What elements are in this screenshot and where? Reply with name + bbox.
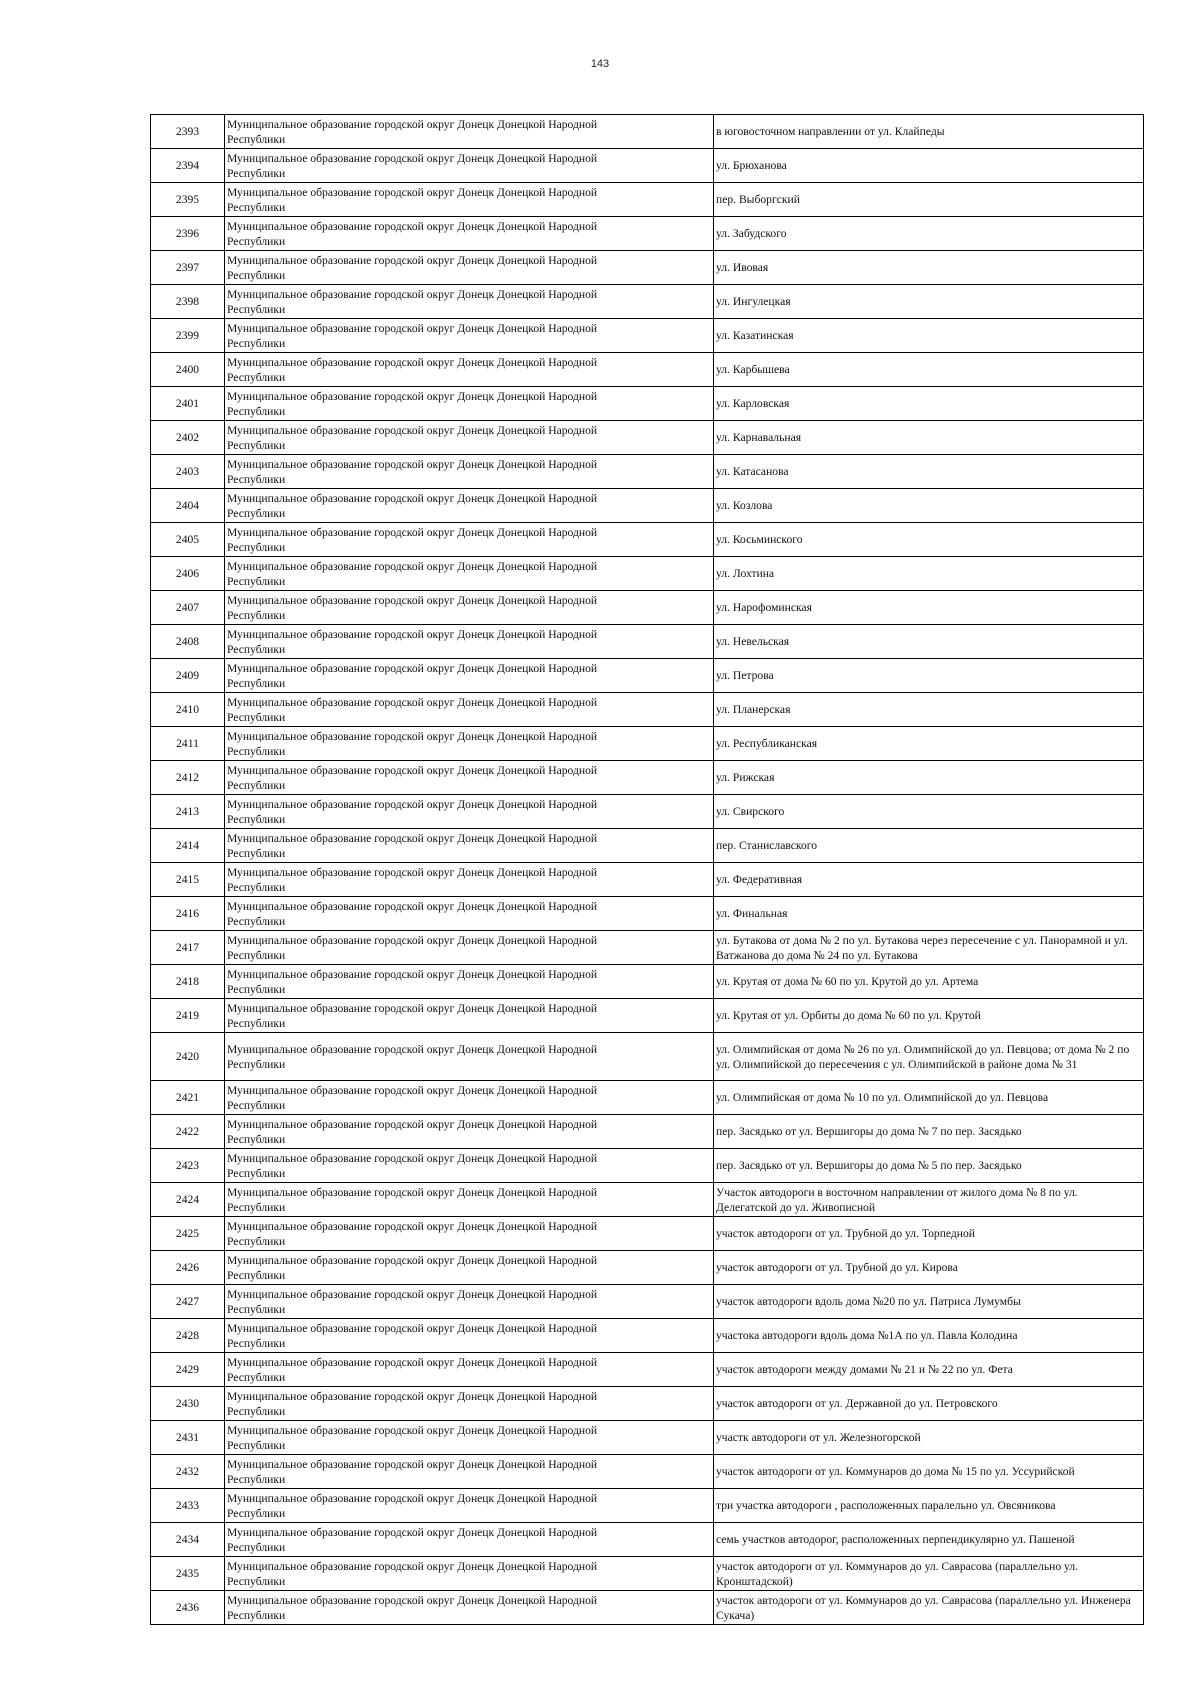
- address-cell: ул. Казатинская: [714, 319, 1144, 353]
- address-cell: ул. Петрова: [714, 659, 1144, 693]
- address-cell: ул. Крутая от дома № 60 по ул. Крутой до ул. Артема: [714, 965, 1144, 999]
- address-cell: участок автодороги от ул. Трубной до ул. Кирова: [714, 1251, 1144, 1285]
- municipality-cell: Муниципальное образование городской округ Донецк Донецкой Народной Республики: [225, 1081, 714, 1115]
- table-row: [151, 557, 1144, 591]
- table-row: [151, 183, 1144, 217]
- address-cell: участок автодороги от ул. Державной до ул. Петровского: [714, 1387, 1144, 1421]
- address-cell: участок автодороги вдоль дома №20 по ул. Патриса Лумумбы: [714, 1285, 1144, 1319]
- municipality-cell: Муниципальное образование городской округ Донецк Донецкой Народной Республики: [225, 1455, 714, 1489]
- municipality-cell: Муниципальное образование городской округ Донецк Донецкой Народной Республики: [225, 1183, 714, 1217]
- municipality-cell: Муниципальное образование городской округ Донецк Донецкой Народной Республики: [225, 455, 714, 489]
- municipality-cell: Муниципальное образование городской округ Донецк Донецкой Народной Республики: [225, 965, 714, 999]
- row-number-cell: 2432: [151, 1455, 225, 1489]
- municipality-cell: Муниципальное образование городской округ Донецк Донецкой Народной Республики: [225, 149, 714, 183]
- address-cell: ул. Брюханова: [714, 149, 1144, 183]
- row-number-cell: 2399: [151, 319, 225, 353]
- row-number-cell: 2393: [151, 115, 225, 149]
- row-number-cell: 2414: [151, 829, 225, 863]
- municipality-cell: Муниципальное образование городской округ Донецк Донецкой Народной Республики: [225, 421, 714, 455]
- address-cell: пер. Засядько от ул. Вершигоры до дома № 7 по пер. Засядько: [714, 1115, 1144, 1149]
- row-number-cell: 2404: [151, 489, 225, 523]
- municipality-cell: Муниципальное образование городской округ Донецк Донецкой Народной Республики: [225, 1251, 714, 1285]
- table-row: [151, 455, 1144, 489]
- address-cell: ул. Свирского: [714, 795, 1144, 829]
- row-number-cell: 2411: [151, 727, 225, 761]
- table-row: [151, 1285, 1144, 1319]
- address-cell: участк автодороги от ул. Железногорской: [714, 1421, 1144, 1455]
- row-number-cell: 2426: [151, 1251, 225, 1285]
- row-number-cell: 2428: [151, 1319, 225, 1353]
- table-row: [151, 1557, 1144, 1591]
- row-number-cell: 2394: [151, 149, 225, 183]
- municipality-cell: Муниципальное образование городской округ Донецк Донецкой Народной Республики: [225, 829, 714, 863]
- row-number-cell: 2424: [151, 1183, 225, 1217]
- address-cell: Участок автодороги в восточном направлении от жилого дома № 8 по ул. Делегатской до ул. Живописной: [714, 1183, 1144, 1217]
- table-row: [151, 999, 1144, 1033]
- table-row: [151, 1353, 1144, 1387]
- row-number-cell: 2417: [151, 931, 225, 965]
- table-row: [151, 1081, 1144, 1115]
- address-cell: участок автодороги между домами № 21 и № 22 по ул. Фета: [714, 1353, 1144, 1387]
- table-row: [151, 965, 1144, 999]
- address-cell: ул. Нарофоминская: [714, 591, 1144, 625]
- municipality-cell: Муниципальное образование городской округ Донецк Донецкой Народной Республики: [225, 591, 714, 625]
- address-cell: пер. Станиславского: [714, 829, 1144, 863]
- address-cell: ул. Ивовая: [714, 251, 1144, 285]
- municipality-cell: Муниципальное образование городской округ Донецк Донецкой Народной Республики: [225, 217, 714, 251]
- municipality-cell: Муниципальное образование городской округ Донецк Донецкой Народной Республики: [225, 795, 714, 829]
- municipality-cell: Муниципальное образование городской округ Донецк Донецкой Народной Республики: [225, 489, 714, 523]
- address-cell: ул. Ингулецкая: [714, 285, 1144, 319]
- municipality-cell: Муниципальное образование городской округ Донецк Донецкой Народной Республики: [225, 897, 714, 931]
- table-row: [151, 625, 1144, 659]
- table-row: [151, 353, 1144, 387]
- municipality-cell: Муниципальное образование городской округ Донецк Донецкой Народной Республики: [225, 625, 714, 659]
- row-number-cell: 2421: [151, 1081, 225, 1115]
- table-row: [151, 1455, 1144, 1489]
- row-number-cell: 2416: [151, 897, 225, 931]
- address-cell: ул. Козлова: [714, 489, 1144, 523]
- municipality-cell: Муниципальное образование городской округ Донецк Донецкой Народной Республики: [225, 353, 714, 387]
- table-row: [151, 1183, 1144, 1217]
- municipality-cell: Муниципальное образование городской округ Донецк Донецкой Народной Республики: [225, 863, 714, 897]
- municipality-cell: Муниципальное образование городской округ Донецк Донецкой Народной Республики: [225, 387, 714, 421]
- municipality-cell: Муниципальное образование городской округ Донецк Донецкой Народной Республики: [225, 115, 714, 149]
- table-row: [151, 1489, 1144, 1523]
- row-number-cell: 2434: [151, 1523, 225, 1557]
- table-row: [151, 115, 1144, 149]
- row-number-cell: 2420: [151, 1033, 225, 1081]
- table-row: [151, 1523, 1144, 1557]
- row-number-cell: 2425: [151, 1217, 225, 1251]
- municipality-cell: Муниципальное образование городской округ Донецк Донецкой Народной Республики: [225, 1353, 714, 1387]
- table-row: [151, 897, 1144, 931]
- table-row: [151, 591, 1144, 625]
- page-number: 143: [590, 58, 610, 70]
- row-number-cell: 2418: [151, 965, 225, 999]
- address-cell: ул. Лохтина: [714, 557, 1144, 591]
- row-number-cell: 2430: [151, 1387, 225, 1421]
- row-number-cell: 2412: [151, 761, 225, 795]
- address-cell: пер. Выборгский: [714, 183, 1144, 217]
- table-row: [151, 251, 1144, 285]
- municipality-cell: Муниципальное образование городской округ Донецк Донецкой Народной Республики: [225, 1489, 714, 1523]
- row-number-cell: 2423: [151, 1149, 225, 1183]
- municipality-cell: Муниципальное образование городской округ Донецк Донецкой Народной Республики: [225, 183, 714, 217]
- table-row: [151, 795, 1144, 829]
- row-number-cell: 2403: [151, 455, 225, 489]
- municipality-cell: Муниципальное образование городской округ Донецк Донецкой Народной Республики: [225, 1557, 714, 1591]
- address-cell: ул. Крутая от ул. Орбиты до дома № 60 по ул. Крутой: [714, 999, 1144, 1033]
- row-number-cell: 2415: [151, 863, 225, 897]
- municipality-cell: Муниципальное образование городской округ Донецк Донецкой Народной Республики: [225, 1217, 714, 1251]
- table-row: [151, 761, 1144, 795]
- table-row: [151, 217, 1144, 251]
- table-row: [151, 1115, 1144, 1149]
- table-row: [151, 931, 1144, 965]
- municipality-cell: Муниципальное образование городской округ Донецк Донецкой Народной Республики: [225, 1319, 714, 1353]
- address-cell: участок автодороги от ул. Коммунаров до дома № 15 по ул. Уссурийской: [714, 1455, 1144, 1489]
- table-row: [151, 489, 1144, 523]
- row-number-cell: 2407: [151, 591, 225, 625]
- table-row: [151, 285, 1144, 319]
- address-cell: ул. Карнавальная: [714, 421, 1144, 455]
- table-row: [151, 1421, 1144, 1455]
- table-row: [151, 1319, 1144, 1353]
- municipality-cell: Муниципальное образование городской округ Донецк Донецкой Народной Республики: [225, 1387, 714, 1421]
- row-number-cell: 2436: [151, 1591, 225, 1625]
- municipality-cell: Муниципальное образование городской округ Донецк Донецкой Народной Республики: [225, 999, 714, 1033]
- row-number-cell: 2396: [151, 217, 225, 251]
- row-number-cell: 2402: [151, 421, 225, 455]
- address-cell: ул. Финальная: [714, 897, 1144, 931]
- municipality-cell: Муниципальное образование городской округ Донецк Донецкой Народной Республики: [225, 319, 714, 353]
- table-row: [151, 1217, 1144, 1251]
- municipality-cell: Муниципальное образование городской округ Донецк Донецкой Народной Республики: [225, 557, 714, 591]
- address-cell: ул. Бутакова от дома № 2 по ул. Бутакова через пересечение с ул. Панорамной и ул. Ватжанова до дома № 24 по ул. Бутакова: [714, 931, 1144, 965]
- address-cell: ул. Забудского: [714, 217, 1144, 251]
- table-row: [151, 1251, 1144, 1285]
- row-number-cell: 2413: [151, 795, 225, 829]
- municipality-cell: Муниципальное образование городской округ Донецк Донецкой Народной Республики: [225, 251, 714, 285]
- address-cell: ул. Карловская: [714, 387, 1144, 421]
- table-row: [151, 1387, 1144, 1421]
- municipality-cell: Муниципальное образование городской округ Донецк Донецкой Народной Республики: [225, 1523, 714, 1557]
- address-cell: ул. Катасанова: [714, 455, 1144, 489]
- row-number-cell: 2397: [151, 251, 225, 285]
- table-row: [151, 523, 1144, 557]
- table-row: [151, 1591, 1144, 1625]
- table-row: [151, 829, 1144, 863]
- municipality-cell: Муниципальное образование городской округ Донецк Донецкой Народной Республики: [225, 523, 714, 557]
- address-cell: участока автодороги вдоль дома №1А по ул. Павла Колодина: [714, 1319, 1144, 1353]
- table-row: [151, 727, 1144, 761]
- address-cell: ул. Невельская: [714, 625, 1144, 659]
- address-cell: ул. Олимпийская от дома № 10 по ул. Олимпийской до ул. Певцова: [714, 1081, 1144, 1115]
- municipality-cell: Муниципальное образование городской округ Донецк Донецкой Народной Республики: [225, 761, 714, 795]
- row-number-cell: 2400: [151, 353, 225, 387]
- row-number-cell: 2409: [151, 659, 225, 693]
- address-cell: в юговосточном направлении от ул. Клайпеды: [714, 115, 1144, 149]
- address-cell: ул. Олимпийская от дома № 26 по ул. Олимпийской до ул. Певцова; от дома № 2 по ул. Олимпийской до пересечения с ул. Олимпийской в районе дома № 31: [714, 1033, 1144, 1081]
- address-cell: участок автодороги от ул. Коммунаров до ул. Саврасова (параллельно ул. Кронштадской): [714, 1557, 1144, 1591]
- address-cell: семь участков автодорог, расположенных перпендикулярно ул. Пашеной: [714, 1523, 1144, 1557]
- row-number-cell: 2429: [151, 1353, 225, 1387]
- address-cell: ул. Федеративная: [714, 863, 1144, 897]
- table-row: [151, 659, 1144, 693]
- address-cell: ул. Косьминского: [714, 523, 1144, 557]
- row-number-cell: 2401: [151, 387, 225, 421]
- table-row: [151, 387, 1144, 421]
- table-row: [151, 319, 1144, 353]
- address-cell: ул. Республиканская: [714, 727, 1144, 761]
- table-row: [151, 1033, 1144, 1081]
- municipality-cell: Муниципальное образование городской округ Донецк Донецкой Народной Республики: [225, 931, 714, 965]
- table-row: [151, 1149, 1144, 1183]
- municipality-cell: Муниципальное образование городской округ Донецк Донецкой Народной Республики: [225, 693, 714, 727]
- registry-table: [150, 114, 1144, 1625]
- table-row: [151, 421, 1144, 455]
- row-number-cell: 2406: [151, 557, 225, 591]
- municipality-cell: Муниципальное образование городской округ Донецк Донецкой Народной Республики: [225, 1421, 714, 1455]
- row-number-cell: 2422: [151, 1115, 225, 1149]
- row-number-cell: 2435: [151, 1557, 225, 1591]
- municipality-cell: Муниципальное образование городской округ Донецк Донецкой Народной Республики: [225, 1149, 714, 1183]
- row-number-cell: 2427: [151, 1285, 225, 1319]
- row-number-cell: 2419: [151, 999, 225, 1033]
- row-number-cell: 2398: [151, 285, 225, 319]
- municipality-cell: Муниципальное образование городской округ Донецк Донецкой Народной Республики: [225, 1115, 714, 1149]
- municipality-cell: Муниципальное образование городской округ Донецк Донецкой Народной Республики: [225, 727, 714, 761]
- municipality-cell: Муниципальное образование городской округ Донецк Донецкой Народной Республики: [225, 1591, 714, 1625]
- address-cell: ул. Планерская: [714, 693, 1144, 727]
- table-row: [151, 863, 1144, 897]
- address-cell: три участка автодороги , расположенных паралельно ул. Овсяникова: [714, 1489, 1144, 1523]
- registry-table-body: [151, 115, 1144, 1625]
- row-number-cell: 2433: [151, 1489, 225, 1523]
- municipality-cell: Муниципальное образование городской округ Донецк Донецкой Народной Республики: [225, 1033, 714, 1081]
- table-row: [151, 149, 1144, 183]
- municipality-cell: Муниципальное образование городской округ Донецк Донецкой Народной Республики: [225, 285, 714, 319]
- municipality-cell: Муниципальное образование городской округ Донецк Донецкой Народной Республики: [225, 1285, 714, 1319]
- address-cell: участок автодороги от ул. Трубной до ул. Торпедной: [714, 1217, 1144, 1251]
- row-number-cell: 2395: [151, 183, 225, 217]
- municipality-cell: Муниципальное образование городской округ Донецк Донецкой Народной Республики: [225, 659, 714, 693]
- row-number-cell: 2431: [151, 1421, 225, 1455]
- row-number-cell: 2405: [151, 523, 225, 557]
- address-cell: пер. Засядько от ул. Вершигоры до дома № 5 по пер. Засядько: [714, 1149, 1144, 1183]
- row-number-cell: 2408: [151, 625, 225, 659]
- row-number-cell: 2410: [151, 693, 225, 727]
- address-cell: участок автодороги от ул. Коммунаров до ул. Саврасова (параллельно ул. Инженера Сукача): [714, 1591, 1144, 1625]
- table-row: [151, 693, 1144, 727]
- address-cell: ул. Рижская: [714, 761, 1144, 795]
- address-cell: ул. Карбышева: [714, 353, 1144, 387]
